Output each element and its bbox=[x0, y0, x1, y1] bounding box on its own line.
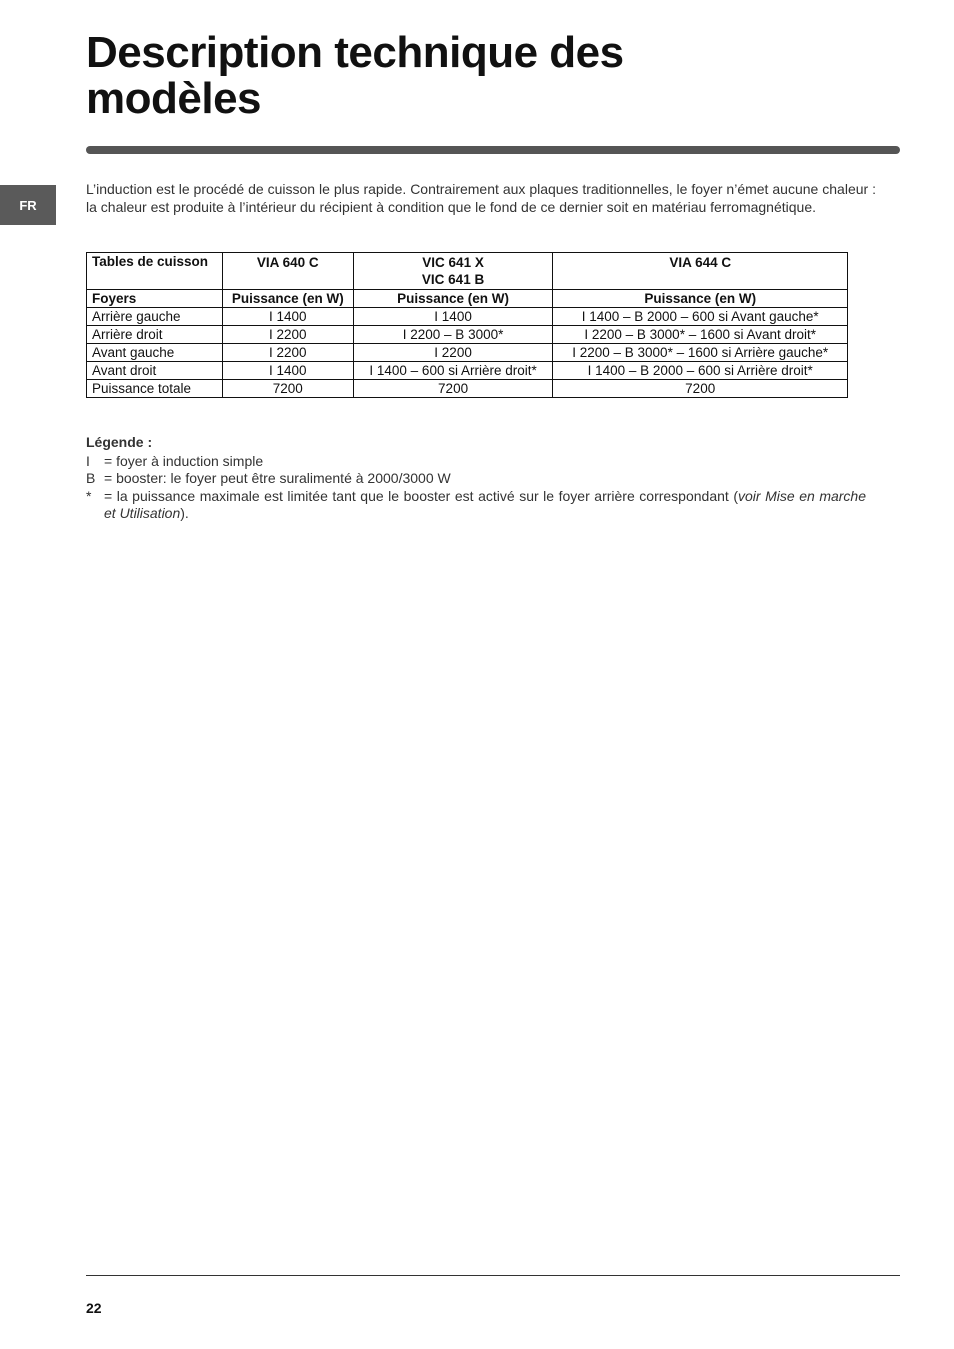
legend-item bbox=[86, 470, 866, 488]
table-row bbox=[87, 362, 848, 380]
table-cell: Puissance totale bbox=[87, 380, 223, 398]
table-cell: I 2200 – B 3000* bbox=[353, 326, 553, 344]
table-header-model-3: VIA 644 C bbox=[553, 253, 848, 290]
specification-table bbox=[86, 252, 848, 398]
table-header-label: Tables de cuisson bbox=[87, 253, 223, 290]
table-cell: Puissance (en W) bbox=[222, 290, 353, 308]
table-header-model-2-line-1: VIC 641 X bbox=[422, 255, 484, 270]
table-row-total bbox=[87, 380, 848, 398]
table-cell: I 1400 bbox=[222, 362, 353, 380]
table-header-model-1: VIA 640 C bbox=[222, 253, 353, 290]
footer-divider bbox=[86, 1275, 900, 1276]
table-cell: Puissance (en W) bbox=[353, 290, 553, 308]
table-header-model-2 bbox=[353, 253, 553, 290]
intro-paragraph: L’induction est le procédé de cuisson le plus rapide. Contrairement aux plaques traditionnelles, le foyer n’émet aucune chaleur : la chaleur est produite à l’intérieur du récipient à condition que le fond de ce dernier soit en matériau ferromagnétique. bbox=[86, 181, 876, 215]
legend-reference: voir Mise en marche et Utilisation bbox=[104, 487, 866, 521]
table-cell: Arrière droit bbox=[87, 326, 223, 344]
table-row bbox=[87, 308, 848, 326]
table-cell: Foyers bbox=[87, 290, 223, 308]
table-cell: I 2200 – B 3000* – 1600 si Arrière gauche* bbox=[553, 344, 848, 362]
legend-title: Légende : bbox=[86, 434, 153, 450]
table-row bbox=[87, 326, 848, 344]
table-cell: Arrière gauche bbox=[87, 308, 223, 326]
legend-key: B bbox=[86, 470, 96, 486]
table-cell: I 1400 – 600 si Arrière droit* bbox=[353, 362, 553, 380]
table-cell: Avant droit bbox=[87, 362, 223, 380]
table-subheader-row bbox=[87, 290, 848, 308]
legend-text: = la puissance maximale est limitée tant que le booster est activé sur le foyer arrière correspondant ( bbox=[104, 487, 738, 504]
table-cell: 7200 bbox=[553, 380, 848, 398]
table-cell: I 2200 – B 3000* – 1600 si Avant droit* bbox=[553, 326, 848, 344]
table-cell: I 1400 bbox=[222, 308, 353, 326]
legend bbox=[86, 434, 866, 523]
legend-text: = foyer à induction simple bbox=[104, 452, 264, 469]
page-title-line-2: modèles bbox=[86, 74, 262, 123]
table-cell: Puissance (en W) bbox=[553, 290, 848, 308]
legend-text-end: ). bbox=[180, 505, 189, 521]
legend-item bbox=[86, 488, 866, 523]
table-cell: I 1400 – B 2000 – 600 si Avant gauche* bbox=[553, 308, 848, 326]
legend-key: * bbox=[86, 487, 92, 504]
legend-item bbox=[86, 453, 866, 471]
page-title-line-1: Description technique des bbox=[86, 28, 624, 77]
title-divider bbox=[86, 146, 900, 154]
table-row bbox=[87, 344, 848, 362]
table-cell: I 1400 bbox=[353, 308, 553, 326]
table-cell: Avant gauche bbox=[87, 344, 223, 362]
page-number: 22 bbox=[86, 1300, 102, 1316]
legend-text: = booster: le foyer peut être suralimenté à 2000/3000 W bbox=[104, 470, 451, 486]
table-cell: I 2200 bbox=[222, 326, 353, 344]
legend-key: I bbox=[86, 452, 90, 469]
table-cell: I 2200 bbox=[353, 344, 553, 362]
legend-text-group bbox=[104, 488, 866, 523]
table-cell: I 1400 – B 2000 – 600 si Arrière droit* bbox=[553, 362, 848, 380]
table-header-row bbox=[87, 253, 848, 290]
table-cell: 7200 bbox=[353, 380, 553, 398]
language-tab: FR bbox=[0, 185, 56, 225]
table-header-model-2-line-2: VIC 641 B bbox=[421, 272, 485, 287]
page-title bbox=[86, 30, 846, 122]
table-cell: 7200 bbox=[222, 380, 353, 398]
table-cell: I 2200 bbox=[222, 344, 353, 362]
